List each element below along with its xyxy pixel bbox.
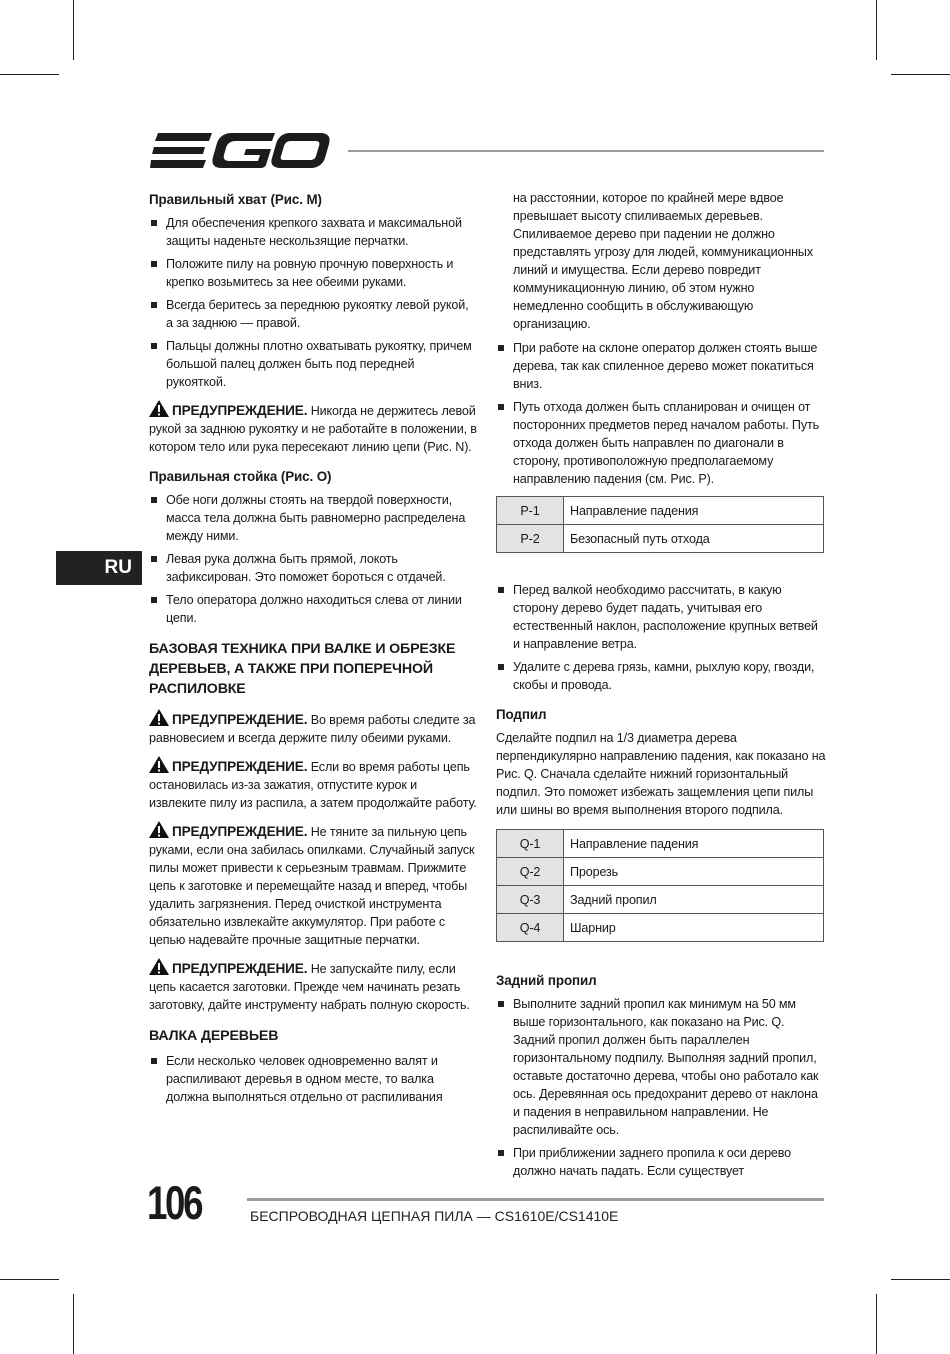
list-item: Тело оператора должно находиться слева от линии цепи. [149,591,477,627]
warning-label: ПРЕДУПРЕЖДЕНИЕ. [172,824,308,839]
list-item: При приближении заднего пропила к оси дерево должно начать падать. Если существует [496,1144,826,1180]
crop-mark [891,1279,950,1280]
section-heading: БАЗОВАЯ ТЕХНИКА ПРИ ВАЛКЕ И ОБРЕЗКЕ ДЕРЕВЬЕВ, А ТАКЖЕ ПРИ ПОПЕРЕЧНОЙ РАСПИЛОВКЕ [149,641,456,697]
list-item: При работе на склоне оператор должен стоять выше дерева, так как спиленное дерево может покатиться вниз. [496,339,826,393]
list-item: Для обеспечения крепкого захвата и максимальной защиты наденьте нескользящие перчатки. [149,214,477,250]
crop-mark [876,1294,877,1354]
list-item: Путь отхода должен быть спланирован и очищен от посторонних предметов перед началом работы. Путь отхода должен быть направлен по диагонали в сторону, противоположную предполагаемому направлению падения (см. Рис. P). [496,398,826,488]
footer-rule [247,1198,824,1201]
grip-list [149,214,477,391]
warning-label: ПРЕДУПРЕЖДЕНИЕ. [172,961,308,976]
warning-paragraph [149,958,477,1014]
continued-text: на расстоянии, которое по крайней мере вдвое превышает высоту спиливаемых деревьев. Спиливаемое дерево при падении не должно представлять угрозу для людей, коммуникационных линий и имущества. Если дерево повредит коммуникационную линию, об этом нужно немедленно сообщить в обслуживающую организацию. [513,191,813,331]
stance-list [149,491,477,627]
list-item: Левая рука должна быть прямой, локоть зафиксирован. Это поможет бороться с отдачей. [149,550,477,586]
felling-list-continued [496,339,826,488]
table-row: P-2 Безопасный путь отхода [497,525,824,553]
list-item: Обе ноги должны стоять на твердой поверхности, масса тела должна быть равномерно распределена между ними. [149,491,477,545]
crop-mark [891,74,950,75]
list-item: Пальцы должны плотно охватывать рукоятку, причем большой палец должен быть под передней рукояткой. [149,337,477,391]
page-number: 106 [147,1176,202,1229]
crop-mark [0,74,59,75]
warning-paragraph [149,709,477,747]
list-item: Перед валкой необходимо рассчитать, в какую сторону дерево будет падать, учитывая его естественный наклон, расположение крупных ветвей и направление ветра. [496,581,826,653]
list-item: Выполните задний пропил как минимум на 50 мм выше горизонтального, как показано на Рис. Q. Задний пропил должен быть параллелен горизонтальному подпилу. Выполняя задний пропил, оставьте достаточно дерева, чтобы оно работало как ось. Деревянная ось предохранит дерево от наклона и падения в неправильном направлении. Не распиливайте ось. [496,995,826,1139]
felling-heading: ВАЛКА ДЕРЕВЬЕВ [149,1028,279,1044]
back-cut-list [496,995,826,1180]
warning-triangle-icon [149,958,169,975]
list-item: Если несколько человек одновременно валят и распиливают деревья в одном месте, то валка должна выполняться отдельно от распиливания [149,1052,477,1106]
warning-text: Не запускайте пилу, если цепь касается заготовки. Прежде чем начинать резать заготовку, дайте инструменту набрать полную скорость. [149,962,470,1012]
crop-mark [0,1279,59,1280]
stance-heading: Правильная стойка (Рис. O) [149,469,332,484]
list-item: Удалите с дерева грязь, камни, рыхлую кору, гвозди, скобы и провода. [496,658,826,694]
list-item: Всегда беритесь за переднюю рукоятку левой рукой, а за заднюю — правой. [149,296,477,332]
warning-label: ПРЕДУПРЕЖДЕНИЕ. [172,759,308,774]
crop-mark [73,0,74,60]
table-row: Q-4 Шарнир [497,914,824,942]
right-column [496,189,826,1189]
warning-label: ПРЕДУПРЕЖДЕНИЕ. [172,712,308,727]
crop-mark [73,1294,74,1354]
warning-label: ПРЕДУПРЕЖДЕНИЕ. [172,403,308,418]
grip-heading: Правильный хват (Рис. M) [149,192,322,207]
left-column [149,191,477,1115]
language-tab: RU [56,551,142,585]
table-row: P-1 Направление падения [497,497,824,525]
warning-paragraph [149,756,477,812]
legend-table-q [496,829,824,942]
warning-text: Если во время работы цепь остановилась из-за зажатия, отпустите курок и извлеките пилу из распила, а затем продолжайте работу. [149,760,477,810]
table-row: Q-2 Прорезь [497,858,824,886]
felling-list [149,1052,477,1106]
warning-triangle-icon [149,756,169,773]
header-rule [348,150,824,152]
warning-text: Никогда не держитесь левой рукой за заднюю рукоятку и не работайте в положении, в котором тело или рука пересекают линию цепи (Рис. N). [149,404,477,454]
notch-text: Сделайте подпил на 1/3 диаметра дерева перпендикулярно направлению падения, как показано на Рис. Q. Сначала сделайте нижний горизонтальный подпил. Это поможет избежать защемления цепи пилы или шины во время выполнения второго подпила. [496,731,826,817]
warning-triangle-icon [149,821,169,838]
crop-mark [876,0,877,60]
warning-text: Не тяните за пильную цепь руками, если она забилась опилками. Случайный запуск пилы может привести к серьезным травмам. Прижмите цепь к заготовке и перемещайте назад и вперед, чтобы удалить загрязнения. Перед очисткой инструмента обязательно извлекайте аккумулятор. При работе с цепью надевайте прочные защитные перчатки. [149,825,475,947]
table-row: Q-1 Направление падения [497,830,824,858]
footer-title: БЕСПРОВОДНАЯ ЦЕПНАЯ ПИЛА — CS1610E/CS1410E [250,1208,619,1224]
preparation-list [496,581,826,694]
warning-triangle-icon [149,709,169,726]
warning-paragraph [149,821,477,949]
warning-triangle-icon [149,400,169,417]
table-row: Q-3 Задний пропил [497,886,824,914]
notch-heading: Подпил [496,707,547,722]
ego-logo [150,131,332,171]
back-cut-heading: Задний пропил [496,973,597,988]
warning-text: Во время работы следите за равновесием и всегда держите пилу обеими руками. [149,713,476,745]
list-item: Положите пилу на ровную прочную поверхность и крепко возьмитесь за нее обеими руками. [149,255,477,291]
warning-paragraph [149,400,477,456]
legend-table-p [496,496,824,553]
